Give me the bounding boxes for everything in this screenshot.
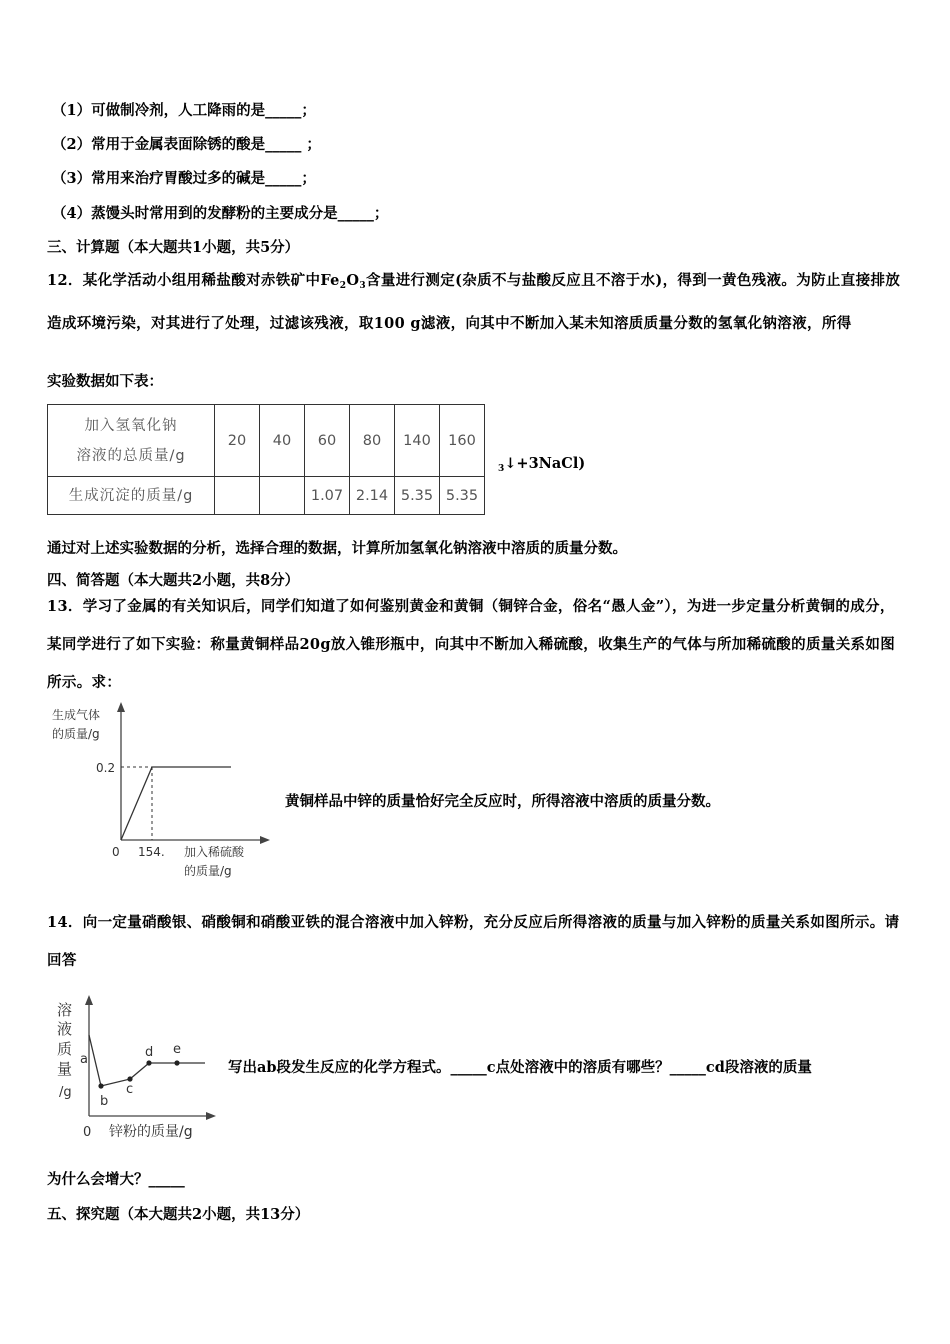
y-axis-label-line-1: 生成气体 xyxy=(52,708,101,722)
table-cell: 40 xyxy=(260,405,305,477)
table-cell: 140 xyxy=(395,405,440,477)
question-14-subquestion: 写出ab段发生反应的化学方程式。_____c点处溶液中的溶质有哪些？_____cd段溶液的质量 xyxy=(228,1059,812,1076)
y-axis-label-char: 质 xyxy=(57,1040,73,1058)
y-axis-arrow xyxy=(117,702,125,712)
table-cell xyxy=(260,477,305,515)
x-axis-arrow xyxy=(206,1112,216,1120)
x-axis-arrow xyxy=(260,836,270,844)
question-11-part-2: （2）常用于金属表面除锈的酸是_____ ； xyxy=(52,136,321,153)
y-axis-label-char: 量 xyxy=(57,1060,73,1078)
point-e xyxy=(174,1060,179,1065)
y-axis-label-char: 液 xyxy=(57,1020,73,1038)
solution-mass-curve xyxy=(89,1035,205,1086)
point-b-label: b xyxy=(100,1094,109,1109)
x-axis-label: 锌粉的质量/g xyxy=(109,1124,193,1140)
y-tick-label: 0.2 xyxy=(96,761,116,775)
point-b xyxy=(98,1083,103,1088)
table-intro: 实验数据如下表： xyxy=(47,373,163,390)
table-cell: 20 xyxy=(215,405,260,477)
table-cell xyxy=(215,477,260,515)
solution-mass-graph xyxy=(45,990,225,1150)
question-14-text: 14．向一定量硝酸银、硝酸铜和硝酸亚铁的混合溶液中加入锌粉，充分反应后所得溶液的质量与加入锌粉的质量关系如图所示。请回答 xyxy=(47,914,900,969)
y-axis-label-char: 溶 xyxy=(57,1001,73,1019)
question-12-text: 12．某化学活动小组用稀盐酸对赤铁矿中$Fe_2O_3$含量进行测定(杂质不与盐酸反应且不溶于水)，得到一黄色残液。为防止直接排放造成环境污染，对其进行了处理，过滤该残液，取100 g滤液，向其中不断加入某未知溶质质量分数的氢氧化钠溶液，所得 xyxy=(47,272,901,332)
table-cell: 5.35 xyxy=(440,477,485,515)
question-11-part-1: （1）可做制冷剂，人工降雨的是_____； xyxy=(52,102,316,119)
section-3-heading: 三、计算题（本大题共1小题，共5分） xyxy=(47,239,300,256)
origin-label: 0 xyxy=(112,845,120,859)
question-11-part-3: （3）常用来治疗胃酸过多的碱是_____； xyxy=(52,170,316,187)
question-13-text: 13．学习了金属的有关知识后，同学们知道了如何鉴别黄金和黄铜（铜锌合金，俗名“愚人金”），为进一步定量分析黄铜的成分，某同学进行了如下实验：称量黄铜样品20g放入锥形瓶中，向其中不断加入稀硫酸，收集生产的气体与所加稀硫酸的质量关系如图所示。求： xyxy=(47,598,896,691)
x-axis-label-line-2: 的质量/g xyxy=(184,864,232,878)
point-e-label: e xyxy=(173,1042,181,1057)
point-c xyxy=(127,1076,132,1081)
section-5-heading: 五、探究题（本大题共2小题，共13分） xyxy=(47,1206,310,1223)
origin-label: 0 xyxy=(83,1125,92,1140)
table-cell: 60 xyxy=(305,405,350,477)
row-header-naoh-mass: 加入氢氧化钠 溶液的总质量/g xyxy=(48,405,215,477)
equation-fragment: $_3$↓+3NaCl) xyxy=(498,455,586,474)
table-cell: 5.35 xyxy=(395,477,440,515)
experiment-data-table xyxy=(47,404,485,515)
point-d-label: d xyxy=(145,1045,154,1060)
question-14-tail: 为什么会增大？_____ xyxy=(47,1171,185,1188)
point-c-label: c xyxy=(126,1082,134,1097)
table-cell: 80 xyxy=(350,405,395,477)
y-axis-label-unit: /g xyxy=(59,1085,72,1100)
y-axis-label-line-2: 的质量/g xyxy=(52,727,100,741)
point-d xyxy=(146,1060,151,1065)
x-tick-label: 154. xyxy=(138,845,165,859)
question-12-prompt: 通过对上述实验数据的分析，选择合理的数据，计算所加氢氧化钠溶液中溶质的质量分数。 xyxy=(47,540,627,557)
table-cell: 1.07 xyxy=(305,477,350,515)
question-11-part-4: （4）蒸馒头时常用到的发酵粉的主要成分是_____； xyxy=(52,205,389,222)
gas-curve-rise xyxy=(121,767,152,840)
row-header-precipitate-mass: 生成沉淀的质量/g xyxy=(48,477,215,515)
y-axis-arrow xyxy=(85,995,93,1005)
x-axis-label-line-1: 加入稀硫酸 xyxy=(184,845,245,859)
question-13-subquestion: 黄铜样品中锌的质量恰好完全反应时，所得溶液中溶质的质量分数。 xyxy=(285,793,720,810)
gas-mass-graph xyxy=(40,700,280,885)
section-4-heading: 四、简答题（本大题共2小题，共8分） xyxy=(47,572,300,589)
point-a-label: a xyxy=(80,1052,88,1067)
table-cell: 2.14 xyxy=(350,477,395,515)
table-cell: 160 xyxy=(440,405,485,477)
